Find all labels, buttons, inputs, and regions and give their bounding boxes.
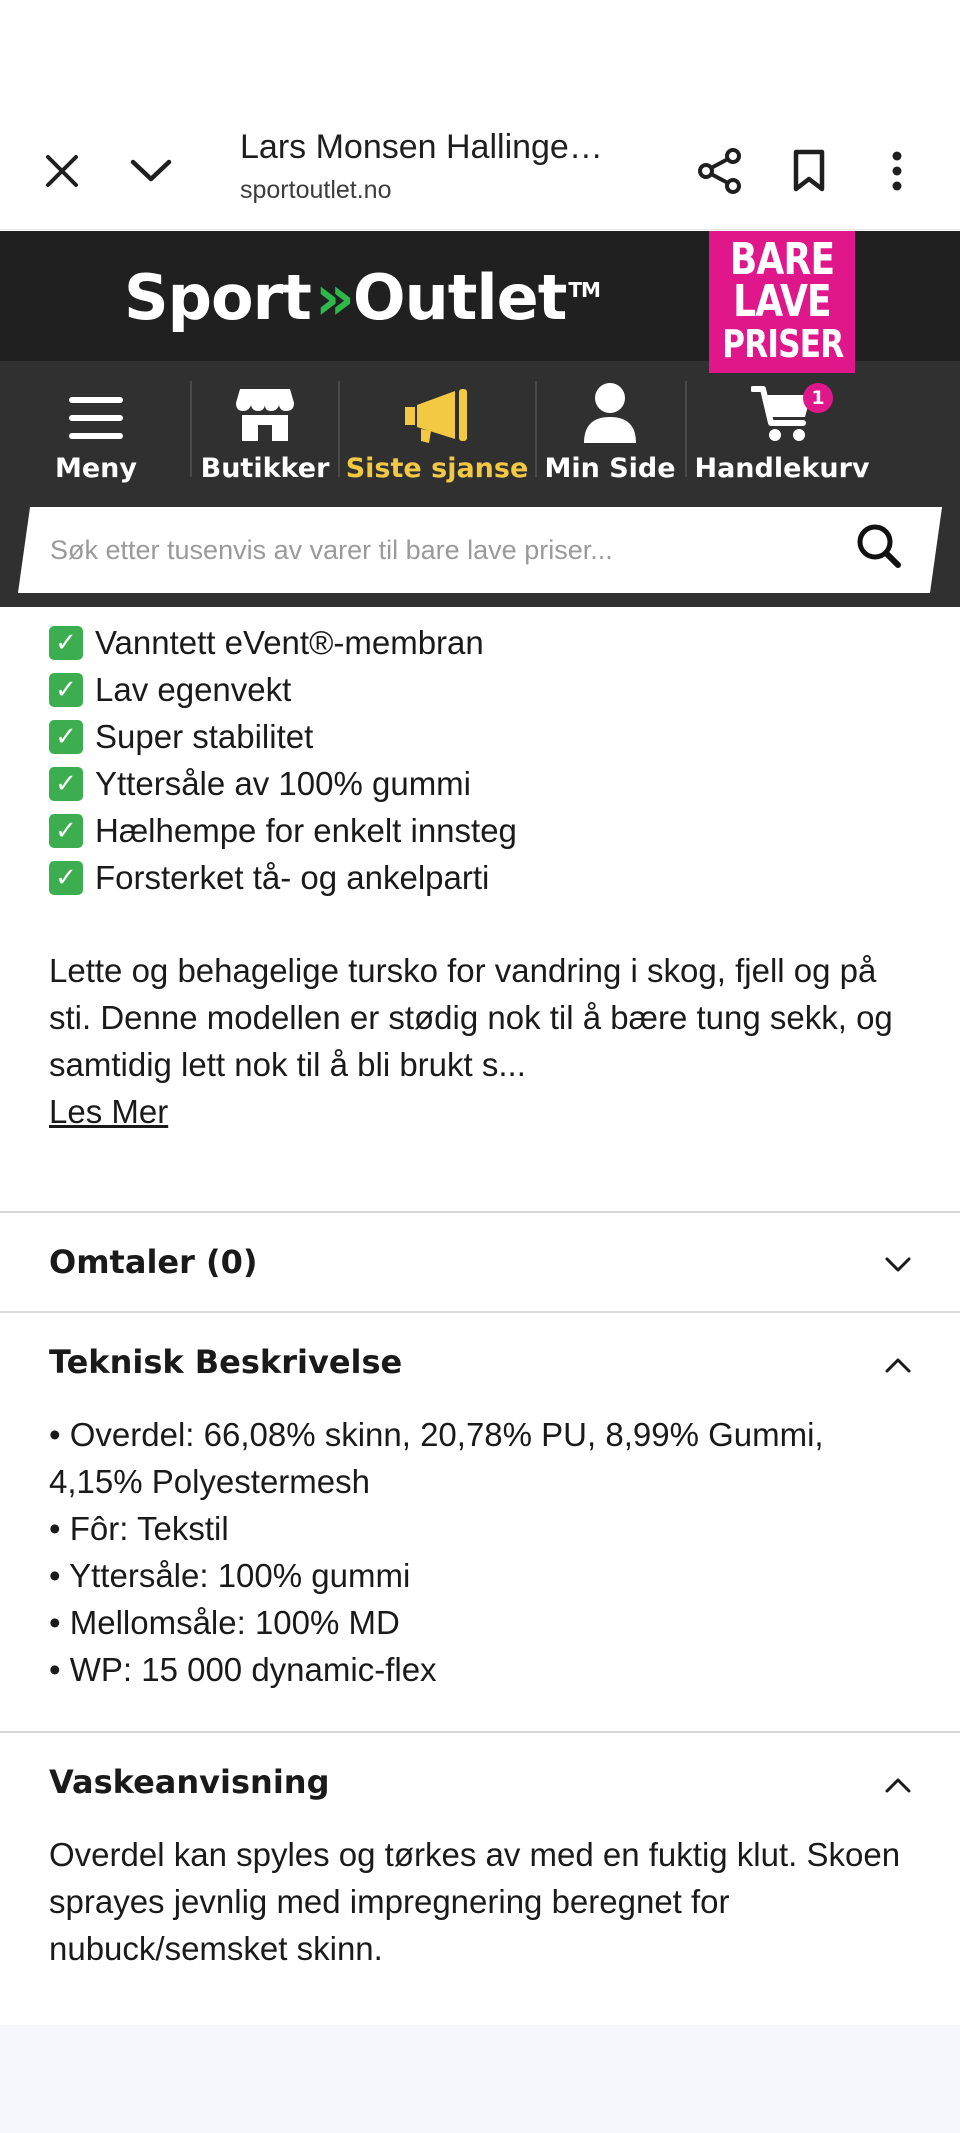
chevron-up-icon [885,1763,911,1801]
feature-item [49,619,911,666]
close-icon[interactable] [30,139,94,203]
footer-strip [0,2025,960,2133]
store-icon [234,371,296,443]
nav-item-last-chance[interactable] [345,361,529,493]
check-icon: ✓ [49,814,83,848]
technical-line: • WP: 15 000 dynamic-flex [49,1651,437,1688]
cart-icon [751,371,825,443]
feature-item [49,807,911,854]
nav-divider [338,381,340,477]
feature-text: Yttersåle av 100% gummi [95,764,472,802]
status-area [0,0,960,112]
feature-text: Forsterket tå- og ankelparti [95,858,490,896]
share-icon[interactable] [688,139,752,203]
logo-text-sport: Sport [124,261,311,334]
technical-header[interactable] [0,1313,960,1411]
page-url[interactable]: sportoutlet.no [240,176,392,204]
page-title[interactable]: Lars Monsen Hallinge… [240,128,603,166]
technical-line: • Mellomsåle: 100% MD [49,1604,400,1641]
care-header[interactable] [0,1733,960,1831]
nav-item-stores[interactable] [200,361,330,493]
product-content [0,607,960,1135]
promo-line-2: LAVE [733,276,831,327]
check-icon: ✓ [49,626,83,660]
reviews-section [0,1211,960,1311]
feature-text: Lav egenvekt [95,670,292,708]
site-header [0,231,960,366]
care-section [0,1731,960,1972]
nav-item-cart[interactable] [694,361,870,493]
care-title: Vaskeanvisning [49,1763,330,1801]
check-icon: ✓ [49,720,83,754]
promo-line-3: PRISER [722,322,844,366]
feature-item [49,854,911,901]
chevron-down-icon[interactable] [119,139,183,203]
search-section [0,493,960,607]
technical-section [0,1311,960,1693]
bookmark-icon[interactable] [777,139,841,203]
logo-tm: TM [568,278,600,303]
nav-label-last-chance: Siste sjanse [345,453,529,484]
site-logo[interactable] [124,261,600,334]
feature-list [0,607,960,901]
more-vert-icon[interactable] [865,139,929,203]
nav-item-my-page[interactable] [544,361,676,493]
feature-item [49,666,911,713]
logo-arrows: » [314,261,347,334]
promo-badge [709,231,855,373]
nav-label-menu: Meny [55,453,138,484]
nav-label-stores: Butikker [200,453,330,484]
search-input[interactable] [50,507,830,593]
technical-body [0,1411,960,1693]
feature-text: Hælhempe for enkelt innsteg [95,811,517,849]
reviews-title: Omtaler (0) [49,1243,258,1281]
main-nav [0,361,960,493]
chevron-up-icon [885,1343,911,1381]
technical-line: • Overdel: 66,08% skinn, 20,78% PU, 8,99% Gummi, 4,15% Polyestermesh [49,1416,824,1500]
nav-label-cart: Handlekurv [694,453,870,484]
chevron-down-icon [885,1243,911,1281]
care-body: Overdel kan spyles og tørkes av med en fuktig klut. Skoen sprayes jevnlig med impregnering beregnet for nubuck/semsket skinn. [49,1836,901,1967]
feature-item [49,713,911,760]
megaphone-icon [403,371,471,443]
cart-count-badge: 1 [803,383,833,413]
search-icon[interactable] [856,523,902,574]
logo-text-outlet: Outlet [352,261,567,334]
nav-divider [190,381,192,477]
reviews-header[interactable] [0,1213,960,1311]
user-icon [582,371,638,443]
read-more-link[interactable]: Les Mer [49,1093,169,1130]
check-icon: ✓ [49,767,83,801]
feature-text: Super stabilitet [95,717,314,755]
nav-divider [685,381,687,477]
check-icon: ✓ [49,861,83,895]
menu-icon [67,371,125,443]
technical-title: Teknisk Beskrivelse [49,1343,403,1381]
browser-toolbar [0,112,960,230]
product-description: Lette og behagelige tursko for vandring i skog, fjell og på sti. Denne modellen er stødig nok til å bære tung sekk, og samtidig lett nok til å bli brukt s... [49,952,893,1083]
nav-item-menu[interactable] [56,361,136,493]
technical-line: • Yttersåle: 100% gummi [49,1557,411,1594]
technical-line: • Fôr: Tekstil [49,1510,229,1547]
feature-item [49,760,911,807]
nav-label-my-page: Min Side [544,453,676,484]
nav-divider [535,381,537,477]
promo-line-1: BARE [729,234,835,285]
check-icon: ✓ [49,673,83,707]
feature-text: Vanntett eVent®-membran [95,623,484,661]
